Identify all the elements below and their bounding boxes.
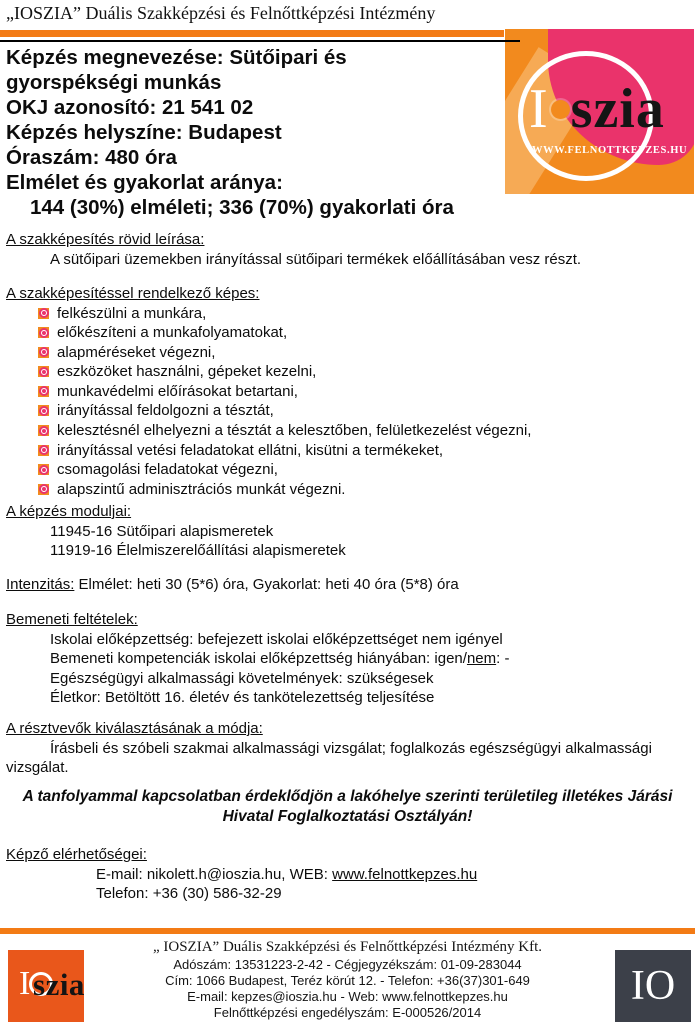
section-contact bbox=[6, 845, 690, 904]
okj-id: OKJ azonosító: 21 541 02 bbox=[6, 96, 254, 119]
footer-divider bbox=[0, 928, 695, 934]
logo-bullet-icon bbox=[38, 484, 49, 495]
header-divider bbox=[0, 30, 504, 37]
logo-bullet-icon bbox=[38, 347, 49, 358]
entry-line: Életkor: Betöltött 16. életév és tankötelezettség teljesítése bbox=[50, 689, 435, 706]
list-item bbox=[6, 382, 690, 402]
footer-logo-io-text: IO bbox=[630, 963, 676, 1009]
list-item-label: csomagolási feladatokat végezni, bbox=[57, 461, 278, 479]
course-location: Képzés helyszíne: Budapest bbox=[6, 121, 282, 144]
logo-bullet-icon bbox=[38, 405, 49, 416]
list-item bbox=[6, 343, 690, 363]
section-intensity bbox=[6, 575, 690, 595]
footer-logo-letter-i: I bbox=[19, 965, 31, 1002]
course-summary bbox=[0, 40, 520, 220]
footer-info bbox=[0, 938, 695, 1021]
list-item bbox=[6, 401, 690, 421]
entry-line: Egészségügyi alkalmassági követelmények: szükségesek bbox=[50, 669, 434, 687]
list-item-label: irányítással vetési feladatokat ellátni, kisütni a termékeket, bbox=[57, 441, 444, 459]
section-entry-requirements bbox=[6, 610, 690, 708]
list-item-label: felkészülni a munkára, bbox=[57, 304, 207, 322]
logo-bullet-icon bbox=[38, 386, 49, 397]
footer-tax-line: Adószám: 13531223-2-42 - Cégjegyzékszám: 01-09-283044 bbox=[173, 957, 522, 972]
institution-header: „IOSZIA” Duális Szakképzési és Felnőttképzési Intézmény bbox=[6, 3, 436, 23]
logo-url: WWW.FELNOTTKEPZES.HU bbox=[532, 145, 688, 156]
contact-phone: Telefon: +36 (30) 586-32-29 bbox=[96, 885, 282, 902]
module-item: 11919-16 Élelmiszerelőállítási alapismeretek bbox=[50, 542, 346, 559]
footer-company-name: „ IOSZIA” Duális Szakképzési és Felnőttképzési Intézmény Kft. bbox=[152, 939, 543, 955]
section-short-description bbox=[6, 230, 690, 269]
logo-letter-i: I bbox=[529, 78, 548, 140]
section-heading: Intenzitás: bbox=[6, 576, 75, 593]
list-item bbox=[6, 362, 690, 382]
section-heading: A szakképesítéssel rendelkező képes: bbox=[6, 285, 260, 302]
list-item bbox=[6, 441, 690, 461]
list-item-label: kelesztésnél elhelyezni a tésztát a kelesztőben, felületkezelést végezni, bbox=[57, 422, 532, 440]
logo-letters-szia: szia bbox=[570, 78, 665, 140]
course-name-line1: Képzés megnevezése: Sütőipari és bbox=[6, 46, 347, 69]
list-item-label: munkavédelmi előírásokat betartani, bbox=[57, 382, 298, 400]
section-heading: A résztvevők kiválasztásának a módja: bbox=[6, 720, 263, 737]
web-link[interactable]: www.felnottkepzes.hu bbox=[332, 865, 478, 883]
list-item-label: alapméréseket végezni, bbox=[57, 343, 216, 361]
section-heading: Bemeneti feltételek: bbox=[6, 611, 138, 628]
logo-bullet-icon bbox=[38, 308, 49, 319]
notice-banner: A tanfolyammal kapcsolatban érdeklődjön a lakóhelye szerinti területileg illetékes Járási Hivatal Foglalkoztatási Osztályán! bbox=[22, 788, 673, 825]
list-item bbox=[6, 460, 690, 480]
footer-email-line: E-mail: kepzes@ioszia.hu - Web: www.felnottkepzes.hu bbox=[187, 989, 508, 1004]
ioszia-logo bbox=[505, 29, 694, 194]
footer-logo-io bbox=[615, 950, 691, 1022]
list-item bbox=[6, 421, 690, 441]
section-heading: Képző elérhetőségei: bbox=[6, 846, 147, 863]
section-capabilities bbox=[6, 284, 690, 499]
section-selection-method bbox=[6, 719, 690, 778]
section-body: A sütőipari üzemekben irányítással sütőipari termékek előállításában vesz részt. bbox=[50, 250, 582, 268]
list-item bbox=[6, 323, 690, 343]
entry-line-pre: Bemeneti kompetenciák iskolai előképzettség hiányában: igen/ bbox=[50, 650, 467, 667]
section-heading: A képzés moduljai: bbox=[6, 503, 132, 520]
contact-email: E-mail: nikolett.h@ioszia.hu, WEB: bbox=[96, 865, 333, 883]
logo-bullet-icon bbox=[38, 366, 49, 377]
theory-practice-ratio: 144 (30%) elméleti; 336 (70%) gyakorlati óra bbox=[30, 196, 454, 219]
entry-line: Iskolai előképzettség: befejezett iskolai előképzettséget nem igényel bbox=[50, 630, 503, 648]
logo-o-dot-icon bbox=[551, 100, 570, 119]
module-item: 11945-16 Sütőipari alapismeretek bbox=[50, 522, 274, 540]
list-item-label: irányítással feldolgozni a tésztát, bbox=[57, 402, 274, 420]
footer-license-line: Felnőttképzési engedélyszám: E-000526/2014 bbox=[213, 1005, 482, 1020]
entry-line bbox=[50, 649, 690, 669]
list-item bbox=[6, 480, 690, 500]
section-heading: A szakképesítés rövid leírása: bbox=[6, 231, 205, 248]
theory-practice-label: Elmélet és gyakorlat aránya: bbox=[6, 171, 283, 194]
section-modules bbox=[6, 502, 690, 561]
course-hours: Óraszám: 480 óra bbox=[6, 146, 177, 169]
list-item bbox=[6, 304, 690, 324]
course-name-line2: gyorspékségi munkás bbox=[6, 71, 222, 94]
list-item-label: előkészíteni a munkafolyamatokat, bbox=[57, 324, 288, 342]
logo-wordmark bbox=[529, 78, 665, 140]
section-body: Írásbeli és szóbeli szakmai alkalmassági vizsgálat; foglalkozás egészségügyi alkalmassági vizsgálat. bbox=[6, 739, 652, 776]
list-item-label: eszközöket használni, gépeket kezelni, bbox=[57, 363, 317, 381]
contact-email-line bbox=[96, 865, 690, 885]
intensity-value: Elmélet: heti 30 (5*6) óra, Gyakorlat: heti 40 óra (5*8) óra bbox=[74, 576, 459, 593]
footer-address-line: Cím: 1066 Budapest, Teréz körút 12. - Telefon: +36(37)301-649 bbox=[165, 973, 530, 988]
logo-bullet-icon bbox=[38, 464, 49, 475]
logo-bullet-icon bbox=[38, 425, 49, 436]
entry-line-underlined: nem bbox=[466, 650, 497, 667]
entry-line-post: : - bbox=[496, 650, 510, 667]
list-item-label: alapszintű adminisztrációs munkát végezni. bbox=[57, 480, 346, 498]
logo-bullet-icon bbox=[38, 445, 49, 456]
logo-bullet-icon bbox=[38, 327, 49, 338]
capabilities-list bbox=[6, 304, 690, 500]
footer-logo-letters-szia: szia bbox=[33, 967, 85, 1002]
